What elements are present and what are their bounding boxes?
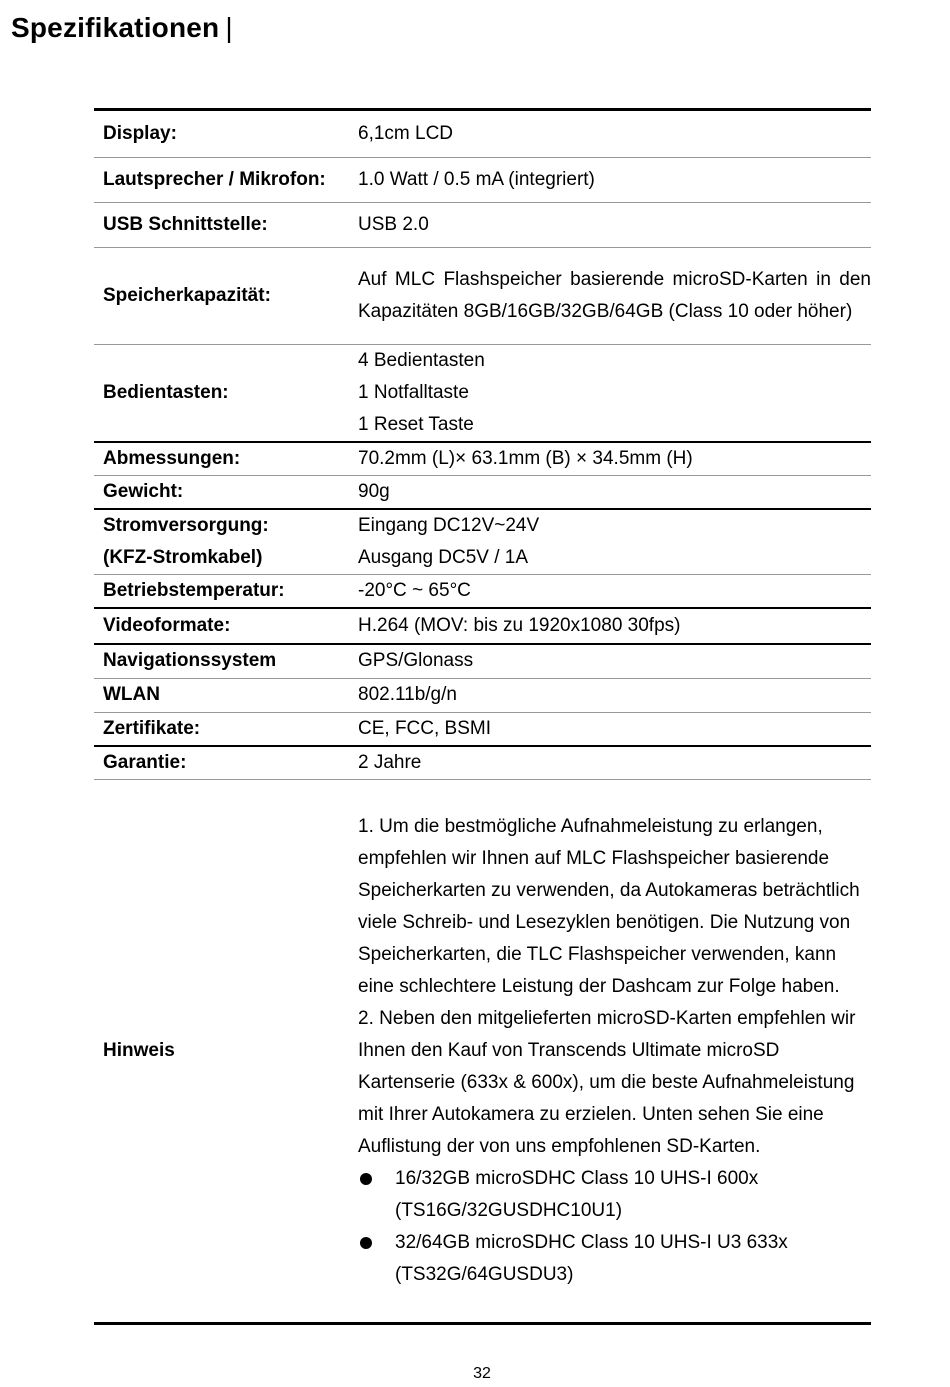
spec-row-display [94, 110, 871, 158]
spec-value-line: 1 Reset Taste [358, 414, 474, 435]
spec-label: USB Schnittstelle: [103, 214, 268, 235]
specifications-table [94, 108, 871, 1325]
spec-row-power [94, 509, 871, 575]
spec-value: 2 Jahre [358, 751, 422, 773]
list-item [358, 1227, 865, 1291]
spec-value [358, 345, 871, 443]
heading-title: Spezifikationen [11, 12, 220, 43]
page-number: 32 [473, 1365, 491, 1382]
spec-label: Betriebstemperatur: [103, 580, 285, 601]
spec-value-line: Eingang DC12V~24V [358, 515, 540, 536]
list-item-text: 16/32GB microSDHC Class 10 UHS-I 600x (TS16G/32GUSDHC10U1) [395, 1167, 759, 1221]
spec-value: 70.2mm (L)× 63.1mm (B) × 34.5mm (H) [358, 448, 693, 469]
spec-row-temperature [94, 575, 871, 609]
spec-label: Lautsprecher / Mikrofon: [103, 169, 326, 190]
spec-value: 6,1cm LCD [358, 123, 454, 144]
spec-row-warranty [94, 746, 871, 780]
spec-label: WLAN [103, 684, 160, 705]
spec-row-dimensions [94, 442, 871, 476]
page-heading [11, 10, 233, 46]
spec-row-speaker [94, 158, 871, 203]
list-item [358, 1163, 865, 1227]
spec-row-certificates [94, 712, 871, 746]
spec-value: USB 2.0 [358, 214, 429, 235]
spec-row-wlan [94, 678, 871, 712]
spec-row-usb [94, 203, 871, 248]
spec-row-video [94, 608, 871, 644]
spec-value: CE, FCC, BSMI [358, 717, 492, 739]
heading-separator: | [225, 12, 233, 43]
spec-value: H.264 (MOV: bis zu 1920x1080 30fps) [358, 615, 681, 636]
spec-row-note [94, 779, 871, 1323]
recommended-cards-list [358, 1163, 865, 1291]
spec-label: Garantie: [103, 751, 187, 773]
note-paragraph: 2. Neben den mitgelieferten microSD-Karten empfehlen wir Ihnen den Kauf von Transcends Ultimate microSD Kartenserie (633x & 600x), um die beste Aufnahmeleistung mit Ihrer Autokamera zu erzielen. Unten sehen Sie eine Auflistung der von uns empfohlenen SD-Karten. [358, 1007, 856, 1157]
spec-label: Hinweis [103, 1039, 175, 1061]
spec-label: Bedientasten: [103, 382, 229, 403]
spec-label: Gewicht: [103, 481, 184, 502]
spec-label-line: Stromversorgung: [103, 515, 269, 536]
spec-value-line: Ausgang DC5V / 1A [358, 547, 529, 568]
spec-value [358, 509, 871, 575]
spec-value: GPS/Glonass [358, 650, 474, 672]
spec-label: Navigationssystem [103, 650, 277, 672]
spec-row-storage [94, 248, 871, 345]
spec-label: Zertifikate: [103, 717, 201, 739]
spec-value: -20°C ~ 65°C [358, 580, 471, 601]
note-paragraph: 1. Um die bestmögliche Aufnahmeleistung zu erlangen, empfehlen wir Ihnen auf MLC Flashspeicher basierende Speicherkarten zu verwenden, da Autokameras beträchtlich viele Schreib- und Lesezyklen benötigen. Die Nutzung von Speicherkarten, die TLC Flashspeicher verwenden, kann eine schlechtere Leistung der Dashcam zur Folge haben. [358, 815, 860, 997]
bullet-icon [360, 1237, 372, 1249]
spec-value-line: 1 Notfalltaste [358, 382, 469, 403]
spec-label [94, 509, 358, 575]
spec-value [358, 779, 871, 1323]
spec-label: Abmessungen: [103, 448, 241, 469]
spec-label: Speicherkapazität: [103, 285, 271, 306]
spec-label: Display: [103, 123, 177, 144]
spec-value: 1.0 Watt / 0.5 mA (integriert) [358, 169, 595, 190]
spec-label-line: (KFZ-Stromkabel) [103, 547, 263, 568]
spec-value-line: 4 Bedientasten [358, 350, 485, 371]
spec-value: 90g [358, 481, 390, 502]
spec-value: 802.11b/g/n [358, 684, 457, 705]
spec-label: Videoformate: [103, 615, 231, 636]
list-item-text: 32/64GB microSDHC Class 10 UHS-I U3 633x (TS32G/64GUSDU3) [395, 1231, 788, 1285]
spec-row-weight [94, 476, 871, 510]
spec-row-navigation [94, 644, 871, 678]
spec-row-buttons [94, 345, 871, 443]
spec-value: Auf MLC Flashspeicher basierende microSD-Karten in den Kapazitäten 8GB/16GB/32GB/64GB (Class 10 oder höher) [358, 269, 871, 322]
bullet-icon [360, 1173, 372, 1185]
